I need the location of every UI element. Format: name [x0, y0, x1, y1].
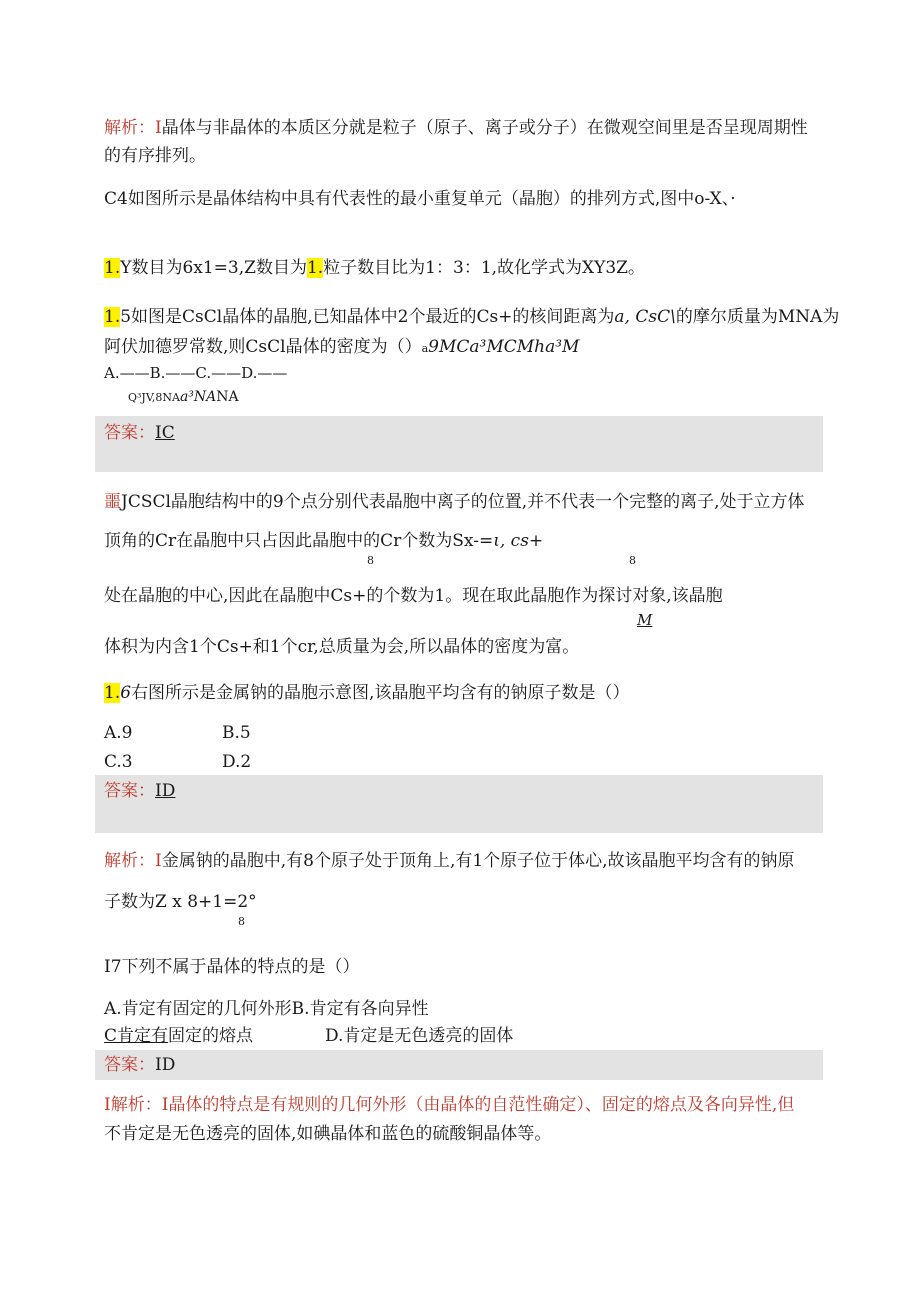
explanation-1-5-line-2 [104, 530, 543, 552]
denominator-c: NA [216, 389, 239, 405]
question-c4-text: C4如图所示是晶体结构中具有代表性的最小重复单元（晶胞）的排列方式,图中o-X、· [104, 189, 736, 209]
explanation-text: 晶体与非晶体的本质区分就是粒子（原子、离子或分子）在微观空间里是否呈现周期性 [161, 118, 808, 138]
question-1-6-body: 右图所示是金属钠的晶胞示意图,该晶胞平均含有的钠原子数是（） [131, 683, 630, 703]
highlight-marker: 1. [104, 258, 121, 278]
question-number: 1. [104, 683, 121, 703]
explanation-1-5-text-2b: ι, cs+ [493, 531, 544, 551]
explanation-1-line-1 [104, 117, 808, 139]
answer-1-6 [104, 780, 175, 802]
question-1-5-text-b: a, CsC\ [614, 307, 676, 327]
fraction-denominator: 8 [367, 554, 374, 567]
denominator-b: a³NA [179, 389, 217, 405]
explanation-1-6-line-2: 子数为Z x 8+1=2° [104, 892, 257, 912]
explanation-label: I解析：I [104, 1095, 169, 1115]
highlight-marker: 1. [306, 258, 324, 278]
question-1-5-sub-a: a [421, 342, 429, 355]
answer-1-5 [104, 422, 175, 444]
explanation-1-5-text-1: JCSCl晶胞结构中的9个点分别代表晶胞中离子的位置,并不代表一个完整的离子,处于立方体 [121, 492, 805, 512]
answer-c4-part-1: Y数目为6x1=3,Z数目为 [120, 258, 307, 278]
explanation-1-5-line-4: 体积为内含1个Cs+和1个cr,总质量为会,所以晶体的密度为富。 [104, 637, 580, 657]
option-c-rest: 固定的熔点 [168, 1026, 254, 1046]
explanation-label: 解析： [104, 851, 155, 871]
question-1-5-line-2 [104, 336, 579, 360]
question-1-5-text-c: 的摩尔质量为MNA为 [675, 307, 840, 327]
option-a-b: A.肯定有固定的几何外形B.肯定有各向异性 [104, 999, 429, 1019]
fraction-denominator: 8 [629, 554, 636, 567]
answer-1-7 [104, 1054, 175, 1076]
explanation-label: 解析： [104, 118, 155, 138]
explanation-1-5-line-1 [104, 491, 805, 513]
explanation-1-5-text-2: 顶角的Cr在晶胞中只占因此晶胞中的Cr个数为Sx-= [104, 531, 494, 551]
answer-value: ID [155, 781, 176, 801]
answer-c4-text [104, 257, 645, 279]
answer-c4-part-2: 粒子数目比为1：3：1,故化学式为XY3Z。 [323, 258, 645, 278]
question-1-5-options: A.——B.——C.——D.—— [104, 364, 288, 382]
fraction-m: M [637, 611, 653, 629]
question-1-6-digit: 6 [120, 683, 132, 703]
option-c-underlined: C肯定有 [104, 1026, 169, 1046]
explanation-mark: I [155, 851, 162, 871]
explanation-1-7-text: 晶体的特点是有规则的几何外形（由晶体的自范性确定）、固定的熔点及各向异性,但 [168, 1095, 795, 1115]
explanation-1-7-line-1 [104, 1094, 794, 1116]
option-d: D.2 [222, 752, 252, 772]
question-1-5-formula: 9MCa³MCMha³M [428, 337, 580, 357]
explanation-1-7-line-2: 不肯定是无色透亮的固体,如碘晶体和蓝色的硫酸铜晶体等。 [104, 1124, 552, 1144]
option-c [104, 1025, 253, 1047]
option-d: D.肯定是无色透亮的固体 [325, 1026, 514, 1046]
question-1-5-denominators [128, 386, 239, 409]
question-1-7-text: I7下列不属于晶体的特点的是（） [104, 957, 360, 977]
option-c: C.3 [104, 752, 133, 772]
explanation-1-line-2: 的有序排列。 [104, 146, 206, 166]
option-a: A.9 [104, 723, 133, 743]
explanation-mark: I [155, 118, 162, 138]
denominator-a: Q³JV,8NA [128, 391, 180, 404]
question-1-5-text-a: 5如图是CsCl晶体的晶胞,已知晶体中2个最近的Cs+的核间距离为 [120, 307, 615, 327]
fraction-denominator: 8 [238, 915, 245, 928]
question-number: 1. [104, 307, 121, 327]
answer-label: 答案： [104, 1055, 155, 1075]
answer-box-1-5 [95, 416, 823, 472]
option-b: B.5 [222, 723, 251, 743]
explanation-1-6-text: 金属钠的晶胞中,有8个原子处于顶角上,有1个原子位于体心,故该晶胞平均含有的钠原 [161, 851, 795, 871]
answer-box-1-6 [95, 775, 823, 833]
question-1-6-text [104, 682, 629, 704]
answer-label: 答案： [104, 781, 155, 801]
explanation-1-5-line-3: 处在晶胞的中心,因此在晶胞中Cs+的个数为1。现在取此晶胞作为探讨对象,该晶胞 [104, 586, 723, 606]
explanation-mark-glyph: 噩 [104, 492, 121, 512]
answer-value: IC [155, 423, 175, 443]
question-1-5-text-d: 阿伏加德罗常数,则CsCl晶体的密度为（） [104, 337, 422, 357]
answer-value: ID [155, 1055, 176, 1075]
answer-label: 答案： [104, 423, 155, 443]
explanation-1-6-line-1 [104, 850, 795, 872]
answer-box-1-7 [95, 1050, 823, 1080]
question-1-5-line-1 [104, 306, 839, 328]
